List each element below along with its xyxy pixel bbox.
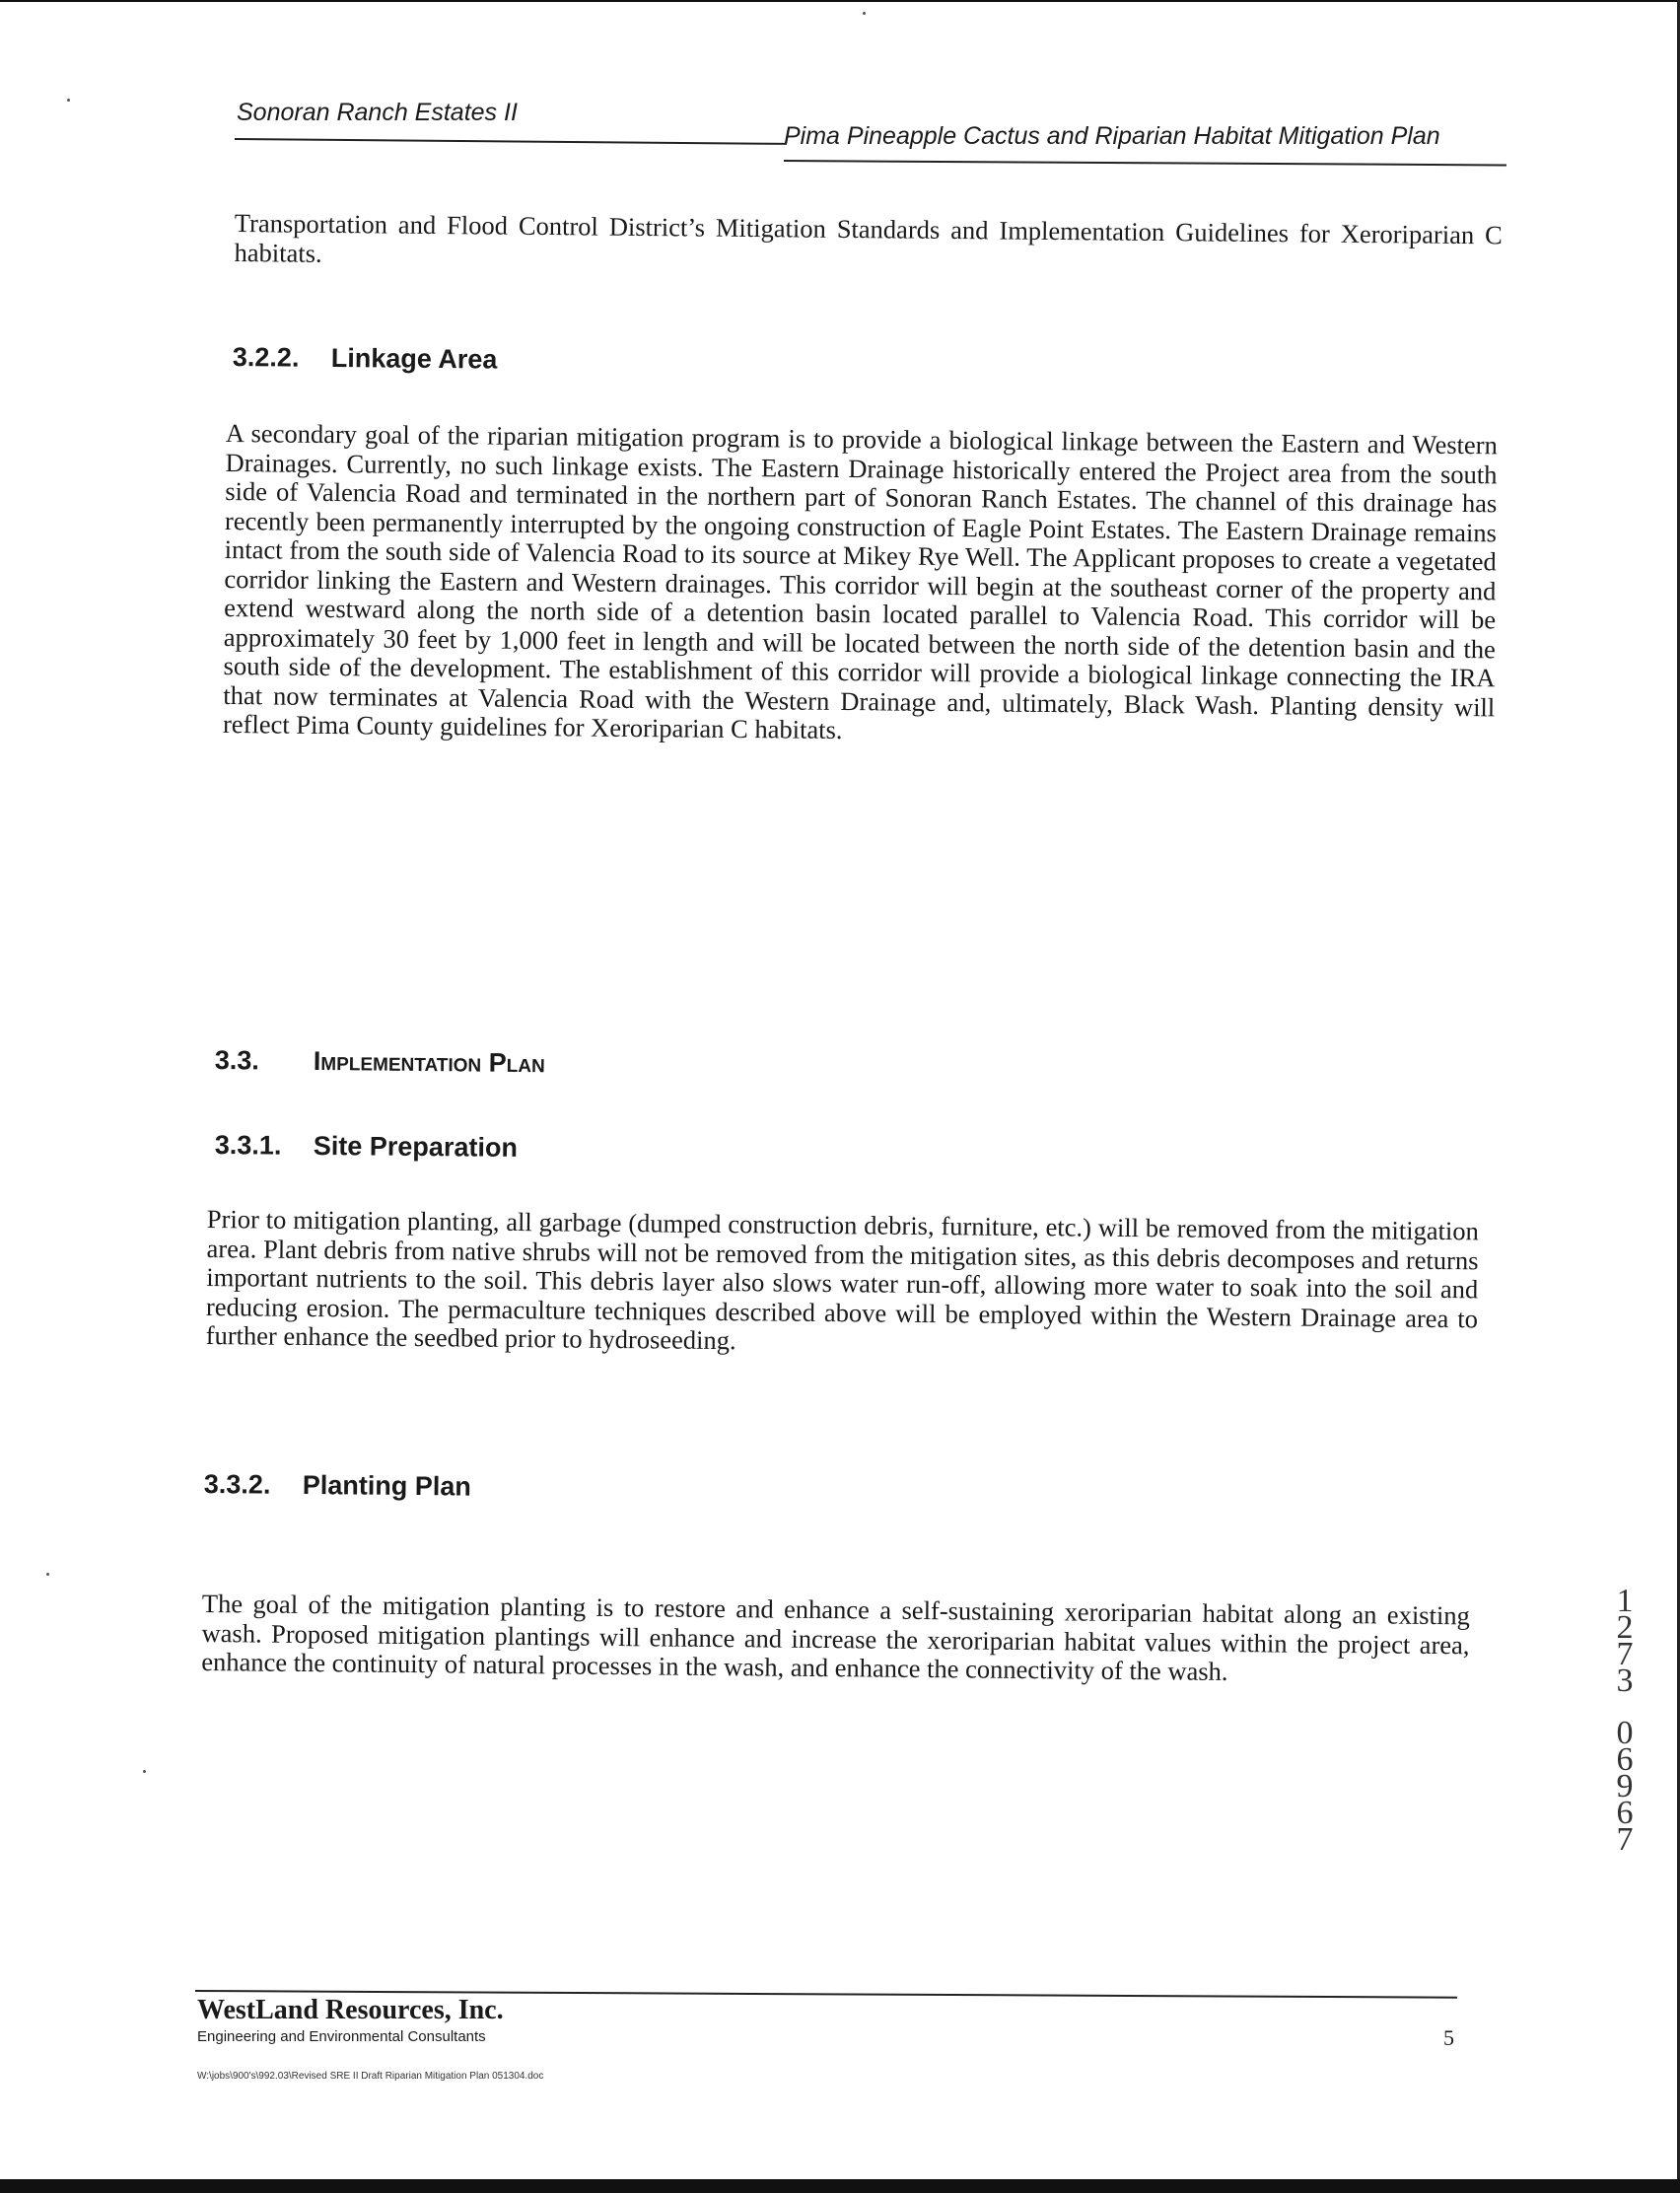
heading-planting-plan (204, 1469, 471, 1503)
scan-speck (67, 99, 70, 102)
section-number: 3.3.2. (203, 1469, 271, 1500)
section-title: Site Preparation (313, 1130, 519, 1163)
section-number: 3.3.1. (214, 1130, 282, 1161)
scan-speck (863, 12, 866, 15)
section-number: 3.3. (214, 1045, 260, 1076)
intro-paragraph: Transportation and Flood Control District’s Mitigation Standards and Implementation Guidelines for Xeroriparian C habitats. (234, 208, 1503, 268)
planting-plan-paragraph: The goal of the mitigation planting is to restore and enhance a self-sustaining xeroriparian habitat along an existing wash. Proposed mitigation plantings will enhance and increase the xeroriparian habitat values within the project area, enhance the continuity of natural processes in the wash, and enhance the connectivity of the wash. (201, 1589, 1470, 1686)
stamp-digit: 3 (1616, 1662, 1634, 1699)
heading-implementation-plan (215, 1045, 545, 1079)
document-stamp-number (1605, 1583, 1645, 1858)
running-header-project: Sonoran Ranch Estates II (237, 99, 518, 126)
page-top-border (0, 0, 1680, 2)
stamp-digit: 7 (1616, 1821, 1634, 1858)
scan-speck (143, 1770, 146, 1773)
stamp-digit: 2 (1616, 1609, 1634, 1646)
linkage-area-paragraph: A secondary goal of the riparian mitigation program is to provide a biological linkage between the Eastern and Western Drainages. Currently, no such linkage exists. The Eastern Drainage historically entered the Project area from the south side of Valencia Road and terminated in the northern part of Sonoran Ranch Estates. The channel of this drainage has recently been permanently interrupted by the ongoing construction of Eagle Point Estates. The Eastern Drainage remains intact from the south side of Valencia Road to its source at Mikey Rye Well. The Applicant proposes to create a vegetated corridor linking the Eastern and Western drainages. This corridor will begin at the southeast corner of the property and extend westward along the north side of a detention basin located parallel to Valencia Road. This corridor will be approximately 30 feet by 1,000 feet in length and will be located between the north side of the detention basin and the south side of the development. The establishment of this corridor will provide a biological linkage connecting the IRA that now terminates at Valencia Road with the Western Drainage and, ultimately, Black Wash. Planting density will reflect Pima County guidelines for Xeroriparian C habitats. (222, 418, 1498, 745)
footer-company-name: WestLand Resources, Inc. (197, 1995, 504, 2025)
footer-tagline: Engineering and Environmental Consultants (197, 2028, 486, 2045)
header-rule (235, 138, 787, 145)
stamp-digit: 0 (1616, 1715, 1634, 1751)
footer-file-path: W:\jobs\900's\992.03\Revised SRE II Draft Riparian Mitigation Plan 051304.doc (197, 2071, 544, 2082)
section-title: Linkage Area (330, 342, 498, 375)
scan-speck (46, 1573, 49, 1576)
stamp-digit: 6 (1616, 1741, 1634, 1778)
running-header-plan-title: Pima Pineapple Cactus and Riparian Habitat Mitigation Plan (784, 122, 1440, 150)
heading-site-preparation (215, 1130, 518, 1164)
section-title: Planting Plan (302, 1469, 472, 1502)
site-preparation-paragraph: Prior to mitigation planting, all garbage (dumped construction debris, furniture, etc.) will be removed from the mitigation area. Plant debris from native shrubs will not be removed from the mitigation sites, as this debris decomposes and returns important nutrients to the soil. This debris layer also slows water run-off, allowing more water to soak into the soil and reducing erosion. The permaculture techniques described above will be employed within the Western Drainage area to further enhance the seedbed prior to hydroseeding. (205, 1204, 1479, 1356)
stamp-digit: 6 (1616, 1795, 1634, 1831)
stamp-digit: 7 (1616, 1636, 1634, 1672)
section-title: Implementation Plan (313, 1045, 545, 1079)
page-bottom-border (0, 2179, 1680, 2193)
heading-linkage-area (233, 342, 498, 376)
stamp-digit: 1 (1616, 1583, 1634, 1619)
stamp-digit: 9 (1616, 1768, 1634, 1804)
section-number: 3.2.2. (232, 342, 300, 373)
page-number: 5 (1443, 2025, 1454, 2050)
header-rule-right (784, 160, 1506, 166)
